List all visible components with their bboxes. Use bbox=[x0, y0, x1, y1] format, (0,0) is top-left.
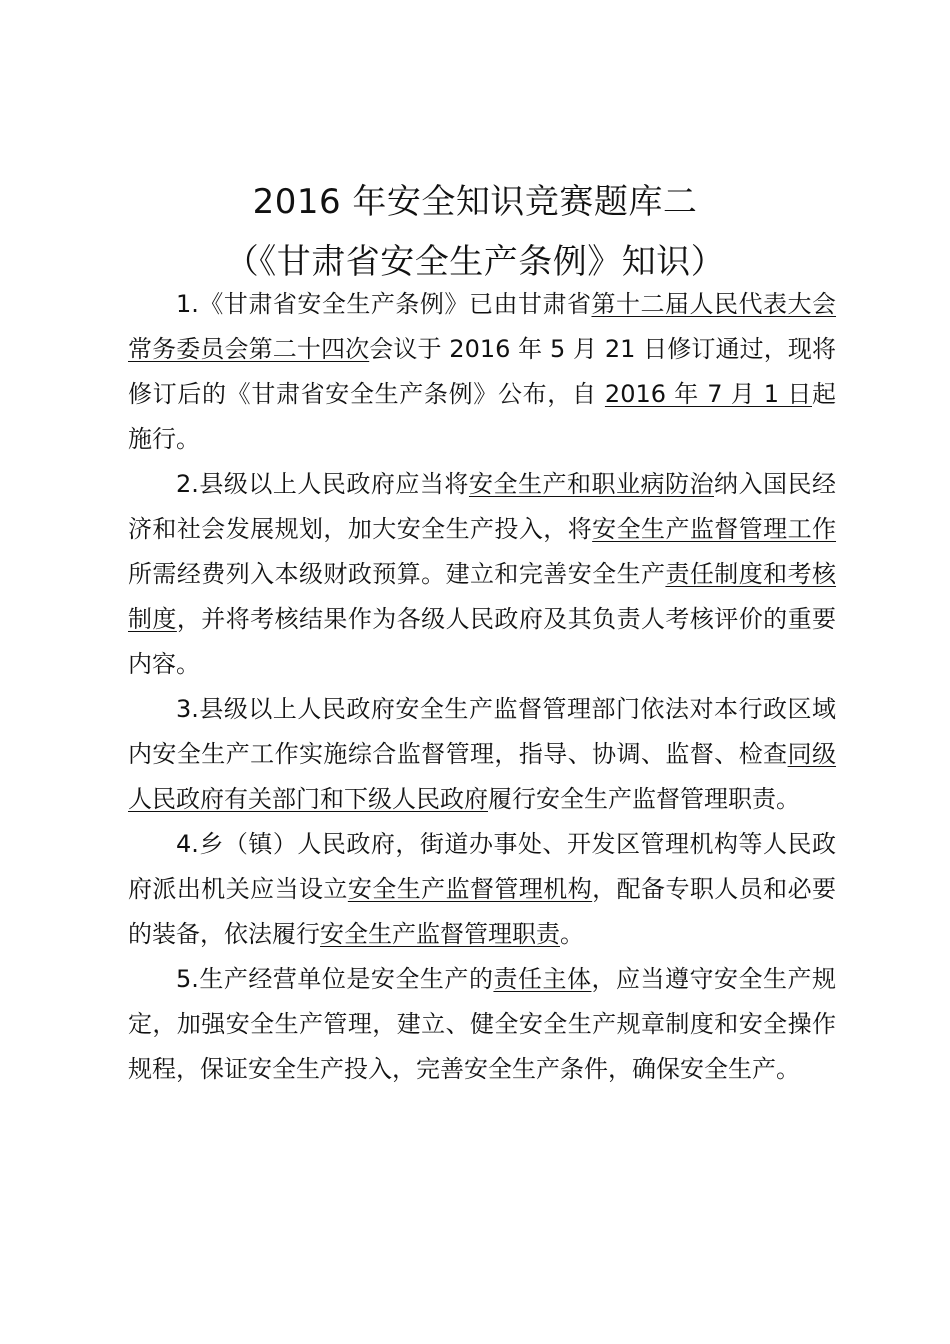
document-title: 2016 年安全知识竞赛题库二 bbox=[252, 182, 698, 222]
question-4-answer-1: 安全生产监督管理机构 bbox=[347, 875, 593, 903]
question-paragraph-2 bbox=[128, 462, 836, 687]
question-3-text-1: 3.县级以上人民政府安全生产监督管理部门依法对本行政区域内安全生产工作实施综合监督管理，指导、协调、监督、检查 bbox=[128, 695, 836, 768]
question-4-text-2: ，配备专职人员和必要的装备，依法履行 bbox=[128, 875, 837, 948]
question-1-text-3: 起施行。 bbox=[128, 380, 836, 453]
question-4-answer-2: 安全生产监督管理职责 bbox=[320, 920, 560, 948]
document-body bbox=[128, 282, 836, 1092]
question-3-text-2: 履行安全生产监督管理职责。 bbox=[488, 785, 800, 813]
question-4-text-3: 。 bbox=[560, 920, 584, 948]
document-title-block bbox=[0, 178, 950, 286]
question-2-answer-2: 安全生产监督管理工作 bbox=[592, 515, 837, 543]
question-2-text-1: 2.县级以上人民政府应当将 bbox=[176, 470, 469, 498]
question-paragraph-4 bbox=[128, 822, 836, 957]
question-2-text-4: ，并将考核结果作为各级人民政府及其负责人考核评价的重要内容。 bbox=[128, 605, 837, 678]
question-1-answer-1: 第十二届人民代表大会常务委员会第二十四次 bbox=[128, 290, 837, 363]
question-5-answer-1: 责任主体 bbox=[493, 965, 592, 993]
question-1-text-2: 会议于 2016 年 5 月 21 日修订通过，现将修订后的《甘肃省安全生产条例》公布，自 bbox=[128, 335, 837, 408]
question-2-answer-3: 责任制度和考核制度 bbox=[128, 560, 837, 633]
question-5-text-1: 5.生产经营单位是安全生产的 bbox=[176, 965, 494, 993]
question-2-text-2: 纳入国民经济和社会发展规划，加大安全生产投入，将 bbox=[128, 470, 837, 543]
document-subtitle: （《甘肃省安全生产条例》知识） bbox=[224, 242, 726, 282]
question-3-answer-1: 同级人民政府有关部门和下级人民政府 bbox=[128, 740, 837, 813]
question-5-text-2: ，应当遵守安全生产规定，加强安全生产管理，建立、健全安全生产规章制度和安全操作规程，保证安全生产投入，完善安全生产条件，确保安全生产。 bbox=[128, 965, 837, 1083]
question-2-answer-1: 安全生产和职业病防治 bbox=[468, 470, 714, 498]
question-1-answer-2: 2016 年 7 月 1 日 bbox=[604, 380, 812, 408]
question-2-text-3: 所需经费列入本级财政预算。建立和完善安全生产 bbox=[128, 560, 666, 588]
question-paragraph-3 bbox=[128, 687, 836, 822]
question-paragraph-5 bbox=[128, 957, 836, 1092]
question-4-text-1: 4.乡（镇）人民政府，街道办事处、开发区管理机构等人民政府派出机关应当设立 bbox=[128, 830, 836, 903]
question-paragraph-1 bbox=[128, 282, 836, 462]
question-1-text-1: 1.《甘肃省安全生产条例》已由甘肃省 bbox=[176, 290, 592, 318]
